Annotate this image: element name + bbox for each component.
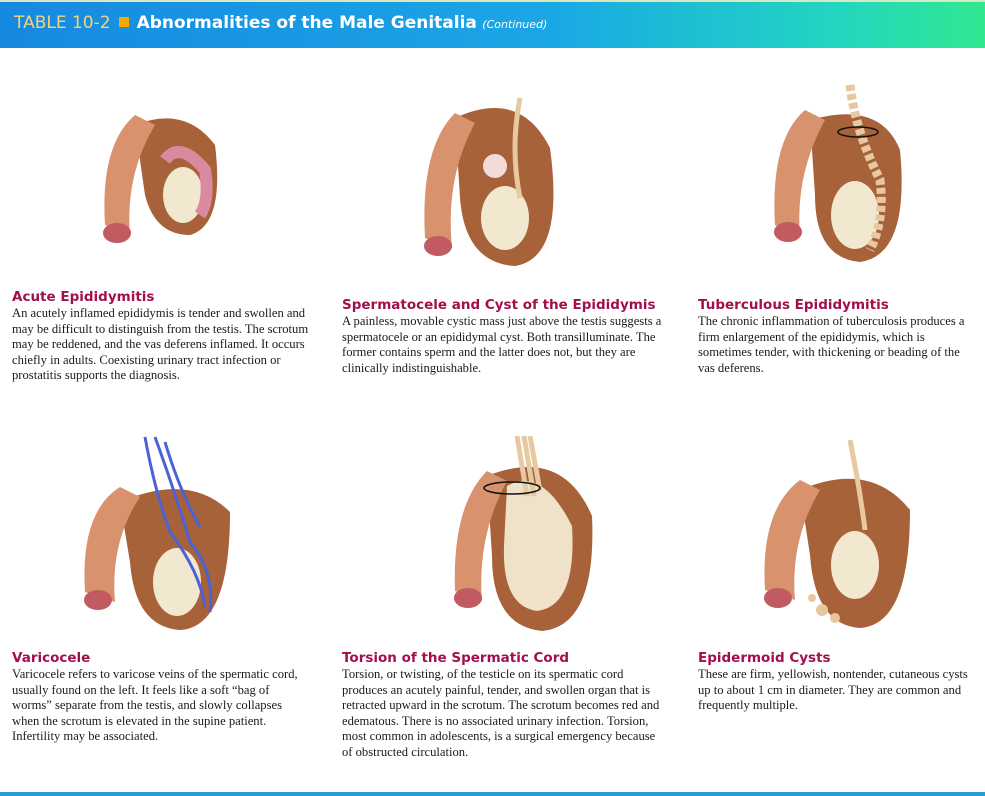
- acute-epididymitis-illustration: [95, 85, 245, 275]
- square-bullet-icon: [119, 17, 129, 27]
- panel-torsion: [342, 650, 662, 761]
- panel-acute-epididymitis: [12, 289, 312, 384]
- panel-spermatocele: [342, 297, 662, 376]
- table-number: TABLE 10-2: [14, 13, 111, 33]
- panel-description: An acutely inflamed epididymis is tender and swollen and may be difficult to distinguish from the testis. The scrotum may be reddened, and the vas deferens inflamed. It occurs chiefly in adults. Coexisting urinary tract infection or prostatitis supports the diagnosis.: [12, 306, 309, 383]
- panel-epidermoid-cysts: [698, 650, 983, 714]
- tuberculous-epididymitis-illustration: [770, 80, 920, 270]
- epidermoid-cysts-illustration: [760, 430, 920, 630]
- panel-title: Epidermoid Cysts: [698, 650, 831, 666]
- panel-title: Acute Epididymitis: [12, 289, 155, 305]
- spermatocele-illustration: [420, 88, 580, 273]
- panel-title: Tuberculous Epididymitis: [698, 297, 889, 313]
- panel-description: These are firm, yellowish, nontender, cutaneous cysts up to about 1 cm in diameter. They are common and frequently multiple.: [698, 667, 968, 713]
- panel-title: Spermatocele and Cyst of the Epididymis: [342, 297, 656, 313]
- panel-description: A painless, movable cystic mass just above the testis suggests a spermatocele or an epididymal cyst. Both transilluminate. The former contains sperm and the latter does not, but they are clinically indistinguishable.: [342, 314, 662, 375]
- panel-description: Torsion, or twisting, of the testicle on its spermatic cord produces an acutely painful, tender, and swollen organ that is retracted upward in the scrotum. The scrotum becomes red and edematous. There is no associated urinary infection. Torsion, most common in adolescents, is a surgical emergency because of obstructed circulation.: [342, 667, 660, 759]
- panel-description: The chronic inflammation of tuberculosis produces a firm enlargement of the epididymis, which is sometimes tender, with thickening or beading of the vas deferens.: [698, 314, 965, 375]
- table-header: [0, 0, 985, 48]
- panel-title: Varicocele: [12, 650, 91, 666]
- panel-tuberculous-epididymitis: [698, 297, 978, 376]
- table-heading: Abnormalities of the Male Genitalia: [136, 13, 477, 33]
- bottom-rule: [0, 792, 985, 796]
- varicocele-illustration: [80, 432, 240, 632]
- panel-varicocele: [12, 650, 312, 745]
- panel-description: Varicocele refers to varicose veins of the spermatic cord, usually found on the left. It feels like a soft “bag of worms” separate from the testis, and slowly collapses when the scrotum is elevated in the supine patient. Infertility may be associated.: [12, 667, 298, 744]
- continued-label: (Continued): [482, 18, 548, 31]
- table-title: [14, 13, 547, 33]
- torsion-illustration: [452, 436, 602, 636]
- panel-title: Torsion of the Spermatic Cord: [342, 650, 570, 666]
